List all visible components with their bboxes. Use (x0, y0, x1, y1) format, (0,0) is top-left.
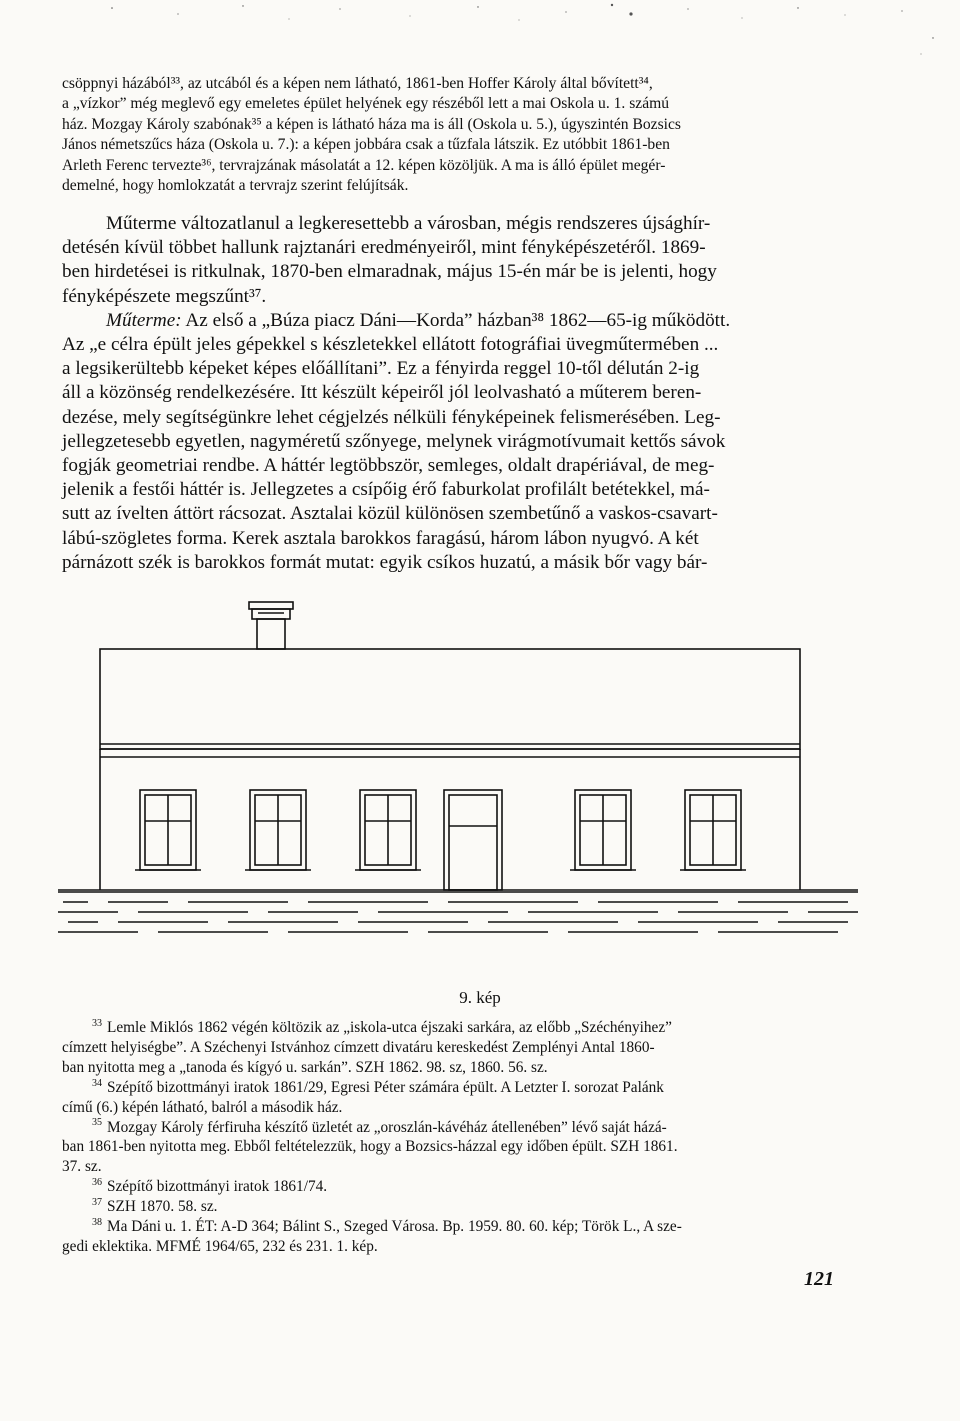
intro-paragraph (62, 74, 842, 196)
intro-line: ház. Mozgay Károly szabónak³⁵ a képen is látható háza ma is áll (Oskola u. 5.), úgyszintén Bozsics (62, 115, 681, 133)
footnotes (62, 1018, 840, 1257)
footnote-35 (62, 1118, 840, 1178)
footnote-text: Szépítő bizottmányi iratok 1861/29, Egresi Péter számára épült. A Letzter I. sorozat Palánk (107, 1078, 664, 1096)
footnote-text: SZH 1870. 58. sz. (107, 1198, 218, 1216)
footnote-line (62, 1177, 840, 1197)
page-number: 121 (804, 1268, 834, 1290)
footnote-33 (62, 1018, 840, 1078)
figure-caption: 9. kép (459, 988, 501, 1007)
intro-line: János németszűcs háza (Oskola u. 7.): a képen jobbára csak a tűzfala látszik. Ez utóbbit 1861-ben (62, 136, 670, 154)
intro-line: csöppnyi házából³³, az utcából és a képen nem látható, 1861-ben Hoffer Károly által bővített³⁴, (62, 75, 653, 92)
footnote-line: 37. sz. (62, 1158, 102, 1176)
body-line: detésén kívül többet hallunk rajztanári eredményeiről, mint fényképészetéről. 1869- (62, 237, 706, 259)
footnote-line (62, 1197, 840, 1217)
footnote-line: címzett helyiségbe”. A Széchenyi Istvánhoz címzett divatáru kereskedést Zemplényi Antal 1860- (62, 1038, 655, 1056)
body-line: Műterme változatlanul a legkeresettebb a városban, mégis rendszeres újsághír- (106, 213, 711, 234)
body-line: áll a közönség rendelkezésére. Itt készült képeiről jól leolvasható a műterem beren- (62, 382, 702, 404)
body-line: sutt az ívelten áttört rácsozat. Asztalai közül különösen szembetűnő a vaskos-csavart- (62, 503, 718, 525)
body-line: dezése, mely segítségünkre lehet cégjelzés nélküli fényképeinek felismerésében. Leg- (62, 406, 721, 428)
footnote-number: 34 (92, 1077, 102, 1089)
footnote-text: Lemle Miklós 1862 végén költözik az „iskola-utca éjszaki sarkára, az előbb „Széchényihez” (107, 1019, 672, 1036)
footnote-text: Mozgay Károly férfiruha készítő üzletét az „oroszlán-kávéház átellenében” lévő saját házá- (107, 1118, 667, 1136)
footnote-number: 33 (92, 1017, 102, 1029)
italic-lead: Műterme: (106, 309, 182, 331)
footnote-line: gedi eklektika. MFMÉ 1964/65, 232 és 231. 1. kép. (62, 1237, 378, 1255)
footnote-line (62, 1078, 840, 1098)
footnote-number: 37 (92, 1197, 102, 1209)
footnote-text: Ma Dáni u. 1. ÉT: A-D 364; Bálint S., Szeged Városa. Bp. 1959. 80. 60. kép; Török L., A sze- (107, 1218, 682, 1236)
body-text: Az első a „Búza piacz Dáni—Korda” házban³⁸ 1862—65-ig működött. (181, 309, 731, 331)
main-paragraph (62, 212, 840, 575)
footnote-line (62, 1217, 840, 1237)
house-facade-drawing (58, 600, 858, 975)
scan-noise (0, 0, 960, 60)
intro-line: demelné, hogy homlokzatát a tervrajz szerint felújítsák. (62, 177, 409, 195)
footnote-38 (62, 1217, 840, 1257)
body-line: lábú-szögletes forma. Kerek asztala barokkos faragású, három lábon nyugvó. A két (62, 527, 699, 549)
body-line: jelenik a festői háttér is. Jellegzetes a csípőig érő faburkolat profilált betétekkel, má- (62, 479, 710, 501)
footnote-number: 35 (92, 1117, 102, 1129)
footnote-number: 36 (92, 1177, 102, 1189)
footnote-number: 38 (92, 1216, 102, 1228)
footnote-line (62, 1118, 840, 1138)
intro-line: Arleth Ferenc tervezte³⁶, tervrajzának másolatát a 12. képen közöljük. A ma is álló épület megér- (62, 156, 666, 174)
footnote-36 (62, 1177, 840, 1197)
footnote-line: ban nyitotta meg a „tanoda és kígyó u. sarkán”. SZH 1862. 98. sz, 1860. 56. sz. (62, 1058, 548, 1076)
body-line: Az „e célra épült jeles gépekkel s készletekkel ellátott fotográfiai üvegműtermében ... (62, 334, 719, 356)
body-line: párnázott szék is barokkos formát mutat: egyik csíkos huzatú, a másik bőr vagy bár- (62, 551, 708, 573)
body-line: fényképészete megszűnt³⁷. (62, 285, 267, 307)
body-line (62, 309, 840, 333)
footnote-34 (62, 1078, 840, 1118)
body-line: jellegzetesebb egyetlen, nagyméretű szőnyege, melynek virágmotívumait kettős sávok (62, 430, 726, 452)
body-line: ben hirdetései is ritkulnak, 1870-ben elmaradnak, május 15-én már be is jelenti, hogy (62, 261, 717, 283)
footnote-text: Szépítő bizottmányi iratok 1861/74. (107, 1178, 328, 1196)
footnote-line: című (6.) képén látható, balról a második ház. (62, 1098, 343, 1116)
footnote-line: ban 1861-ben nyitotta meg. Ebből feltételezzük, hogy a Bozsics-házzal egy időben épült. SZH 1861. (62, 1138, 678, 1156)
footnote-37 (62, 1197, 840, 1217)
intro-line: a „vízkor” még meglevő egy emeletes épület helyének egy részéből lett a mai Oskola u. 1. számú (62, 95, 670, 113)
body-line: fogják geometriai rendbe. A háttér legtöbbször, semleges, oldalt drapériával, de meg- (62, 455, 715, 477)
footnote-line (62, 1018, 840, 1038)
body-line: a legsikerültebb képeket képes előállítani”. Ez a fényirda reggel 10-től délután 2-ig (62, 358, 700, 380)
